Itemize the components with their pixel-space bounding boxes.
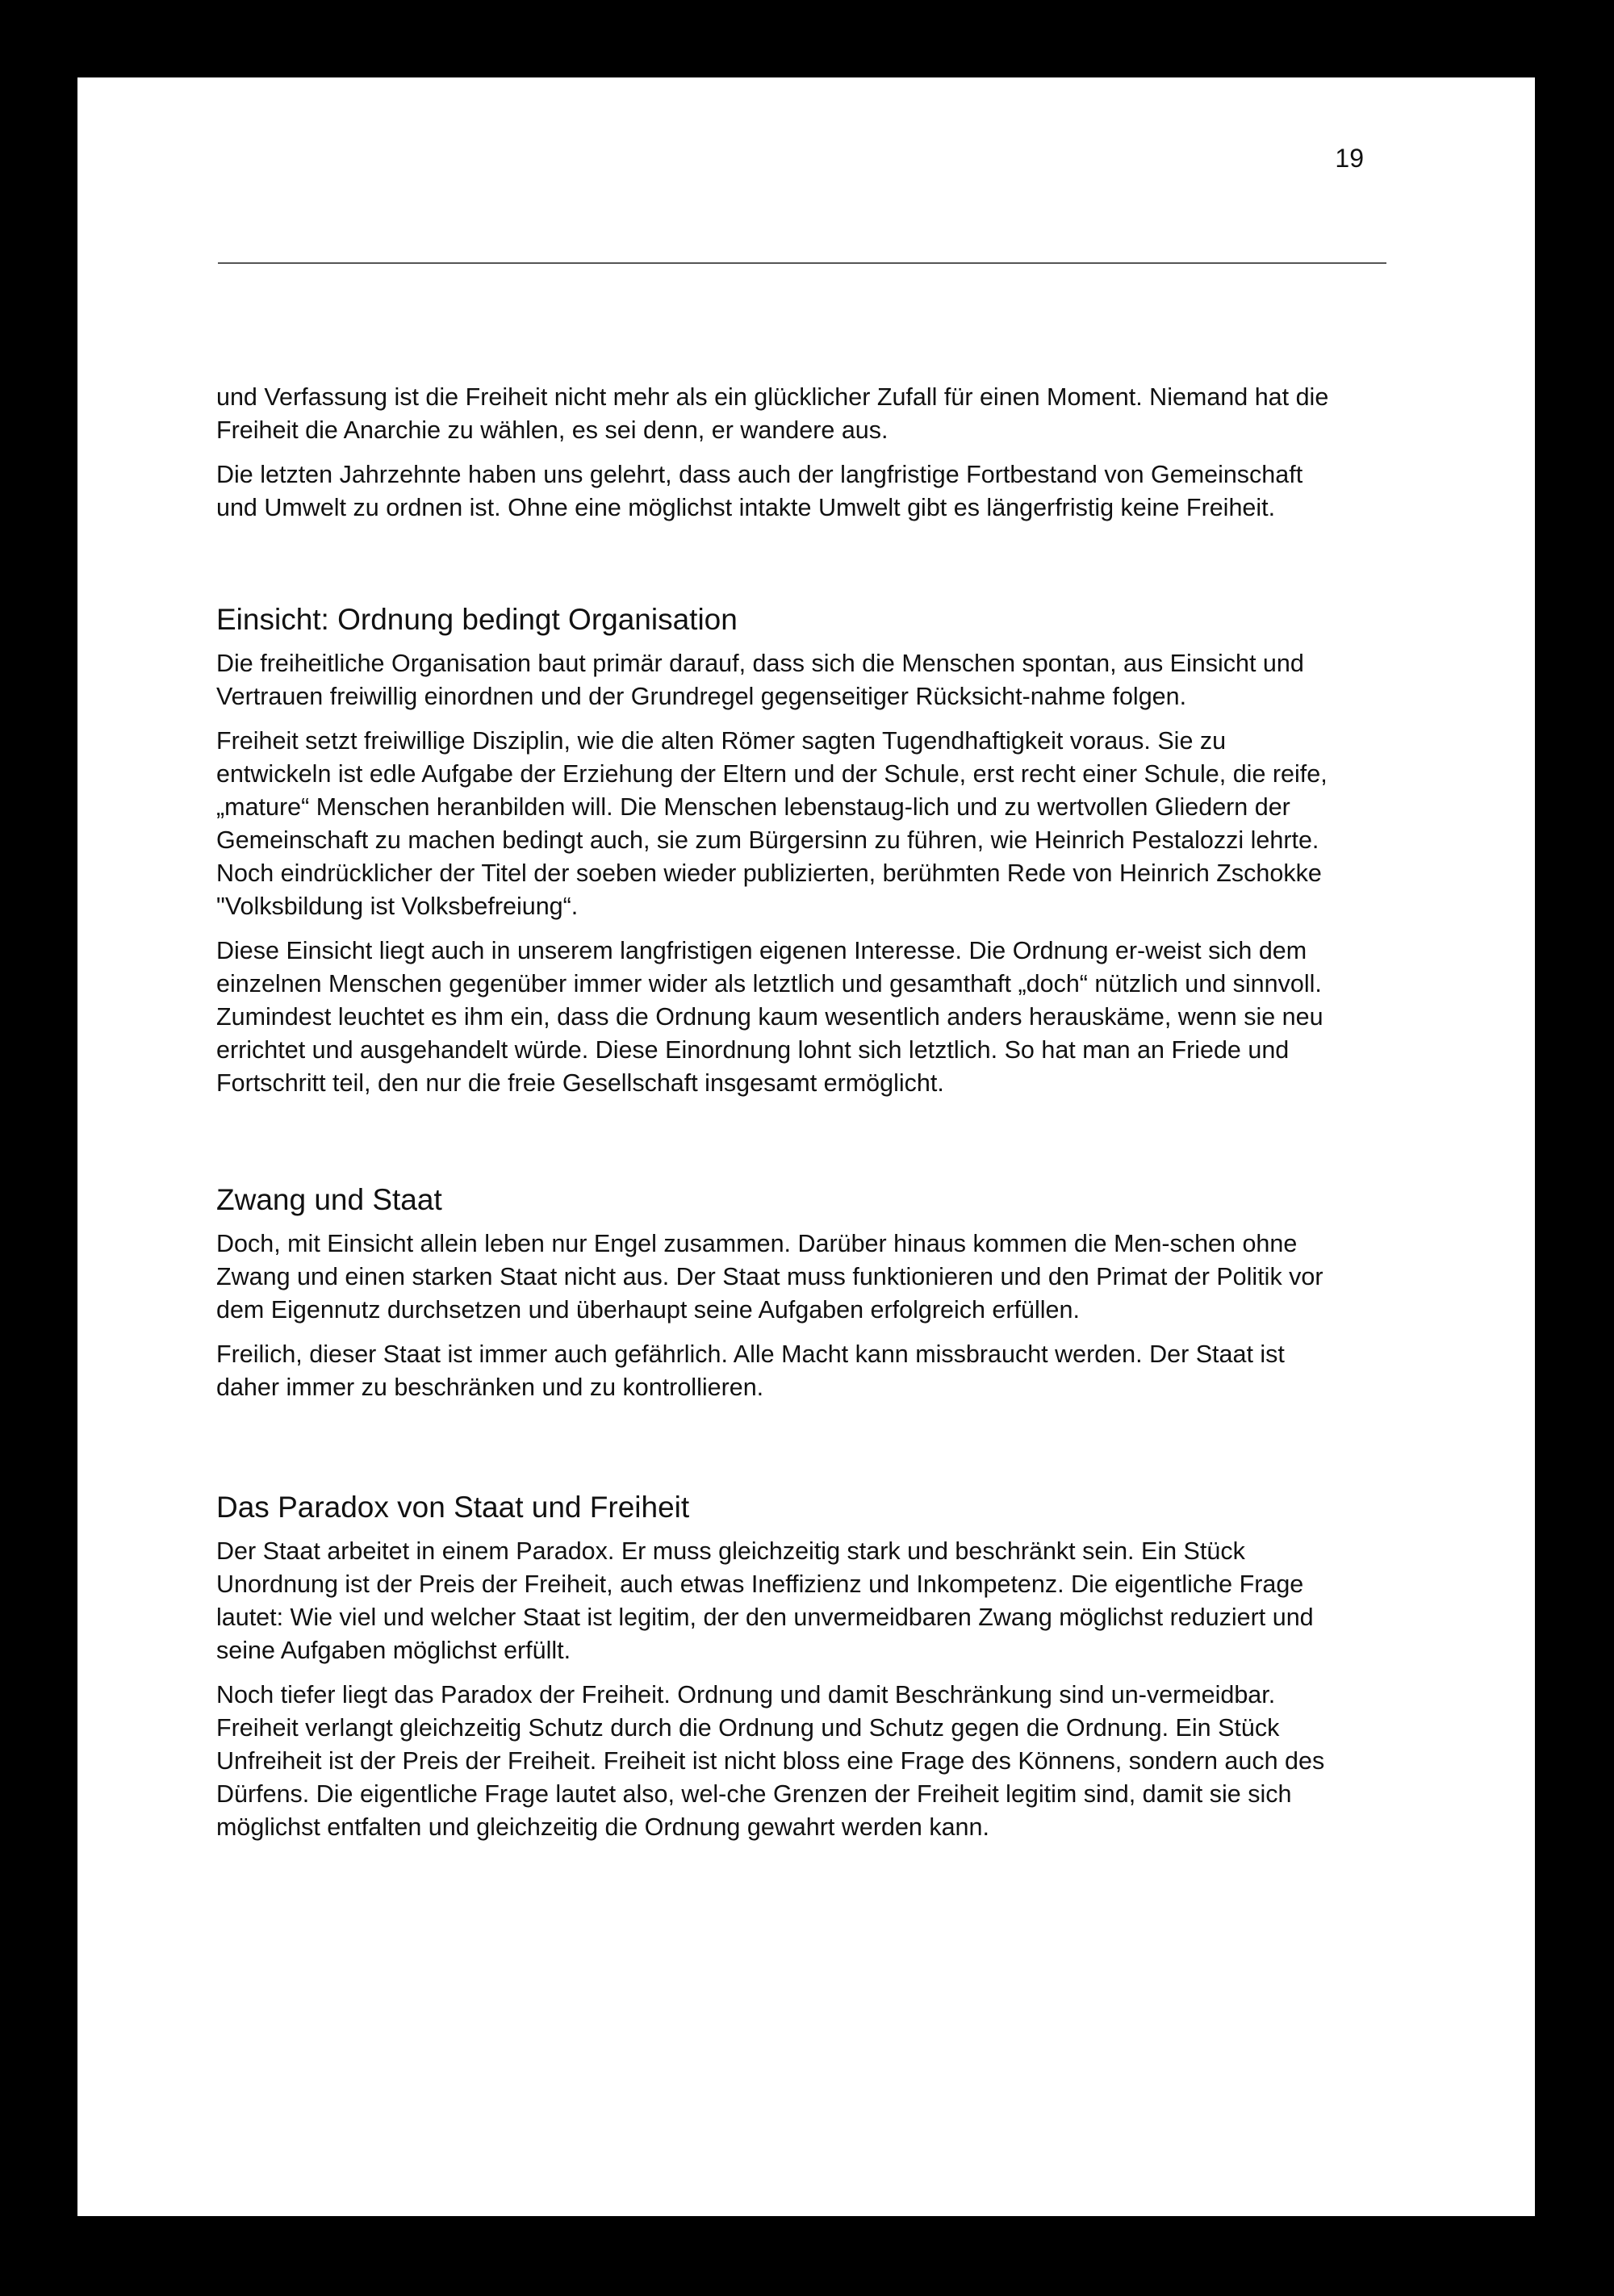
page-number: 19 bbox=[1335, 144, 1364, 173]
section-1-paragraph-3: Diese Einsicht liegt auch in unserem langfristigen eigenen Interesse. Die Ordnung er-weist sich dem einzelnen Menschen gegenüber immer wider als letztlich und gesamthaft „doch“ nützlich und sinnvoll. Zumindest leuchtet es ihm ein, dass die Ordnung kaum wesentlich anders herauskäme, wenn sie neu errichtet und ausgehandelt würde. Diese Einordnung lohnt sich letztlich. So hat man an Friede und Fortschritt teil, den nur die freie Gesellschaft insgesamt ermöglicht. bbox=[216, 937, 1323, 1097]
document-body bbox=[216, 381, 1346, 1855]
section-2-paragraph-2: Freilich, dieser Staat ist immer auch gefährlich. Alle Macht kann missbraucht werden. Der Staat ist daher immer zu beschränken und zu kontrollieren. bbox=[216, 1340, 1285, 1401]
section-heading-paradox: Das Paradox von Staat und Freiheit bbox=[216, 1491, 690, 1524]
section-3-paragraph-1: Der Staat arbeitet in einem Paradox. Er muss gleichzeitig stark und beschränkt sein. Ein Stück Unordnung ist der Preis der Freiheit, auch etwas Ineffizienz und Inkompetenz. Die eigentliche Frage lautet: Wie viel und welcher Staat ist legitim, der den unvermeidbaren Zwang möglichst reduziert und seine Aufgaben möglichst erfüllt. bbox=[216, 1537, 1314, 1664]
section-1-paragraph-1: Die freiheitliche Organisation baut primär darauf, dass sich die Menschen spontan, aus Einsicht und Vertrauen freiwillig einordnen und der Grundregel gegenseitiger Rücksicht-nahme folgen. bbox=[216, 650, 1304, 710]
intro-paragraph-2: Die letzten Jahrzehnte haben uns gelehrt, dass auch der langfristige Fortbestand von Gemeinschaft und Umwelt zu ordnen ist. Ohne eine möglichst intakte Umwelt gibt es längerfristig keine Freiheit. bbox=[216, 461, 1303, 521]
section-3-paragraph-2: Noch tiefer liegt das Paradox der Freiheit. Ordnung und damit Beschränkung sind un-vermeidbar. Freiheit verlangt gleichzeitig Schutz durch die Ordnung und Schutz gegen die Ordnung. Ein Stück Unfreiheit ist der Preis der Freiheit. Freiheit ist nicht bloss eine Frage des Könnens, sondern auch des Dürfens. Die eigentliche Frage lautet also, wel-che Grenzen der Freiheit legitim sind, damit sie sich möglichst entfalten und gleichzeitig die Ordnung gewahrt werden kann. bbox=[216, 1681, 1325, 1841]
header-rule bbox=[218, 262, 1386, 264]
section-heading-zwang-und-staat: Zwang und Staat bbox=[216, 1183, 442, 1216]
section-heading-einsicht: Einsicht: Ordnung bedingt Organisation bbox=[216, 603, 738, 636]
intro-paragraph-1: und Verfassung ist die Freiheit nicht mehr als ein glücklicher Zufall für einen Moment. Niemand hat die Freiheit die Anarchie zu wählen, es sei denn, er wandere aus. bbox=[216, 383, 1329, 444]
section-1-paragraph-2: Freiheit setzt freiwillige Disziplin, wie die alten Römer sagten Tugendhaftigkeit voraus. Sie zu entwickeln ist edle Aufgabe der Erziehung der Eltern und der Schule, erst recht einer Schule, die reife, „mature“ Menschen heranbilden will. Die Menschen lebenstaug-lich und zu wertvollen Gliedern der Gemeinschaft zu machen bedingt auch, sie zum Bürgersinn zu führen, wie Heinrich Pestalozzi lehrte. Noch eindrücklicher der Titel der soeben wieder publizierten, berühmten Rede von Heinrich Zschokke "Volksbildung ist Volksbefreiung“. bbox=[216, 727, 1328, 920]
section-2-paragraph-1: Doch, mit Einsicht allein leben nur Engel zusammen. Darüber hinaus kommen die Men-schen ohne Zwang und einen starken Staat nicht aus. Der Staat muss funktionieren und den Primat der Politik vor dem Eigennutz durchsetzen und überhaupt seine Aufgaben erfolgreich erfüllen. bbox=[216, 1230, 1323, 1324]
